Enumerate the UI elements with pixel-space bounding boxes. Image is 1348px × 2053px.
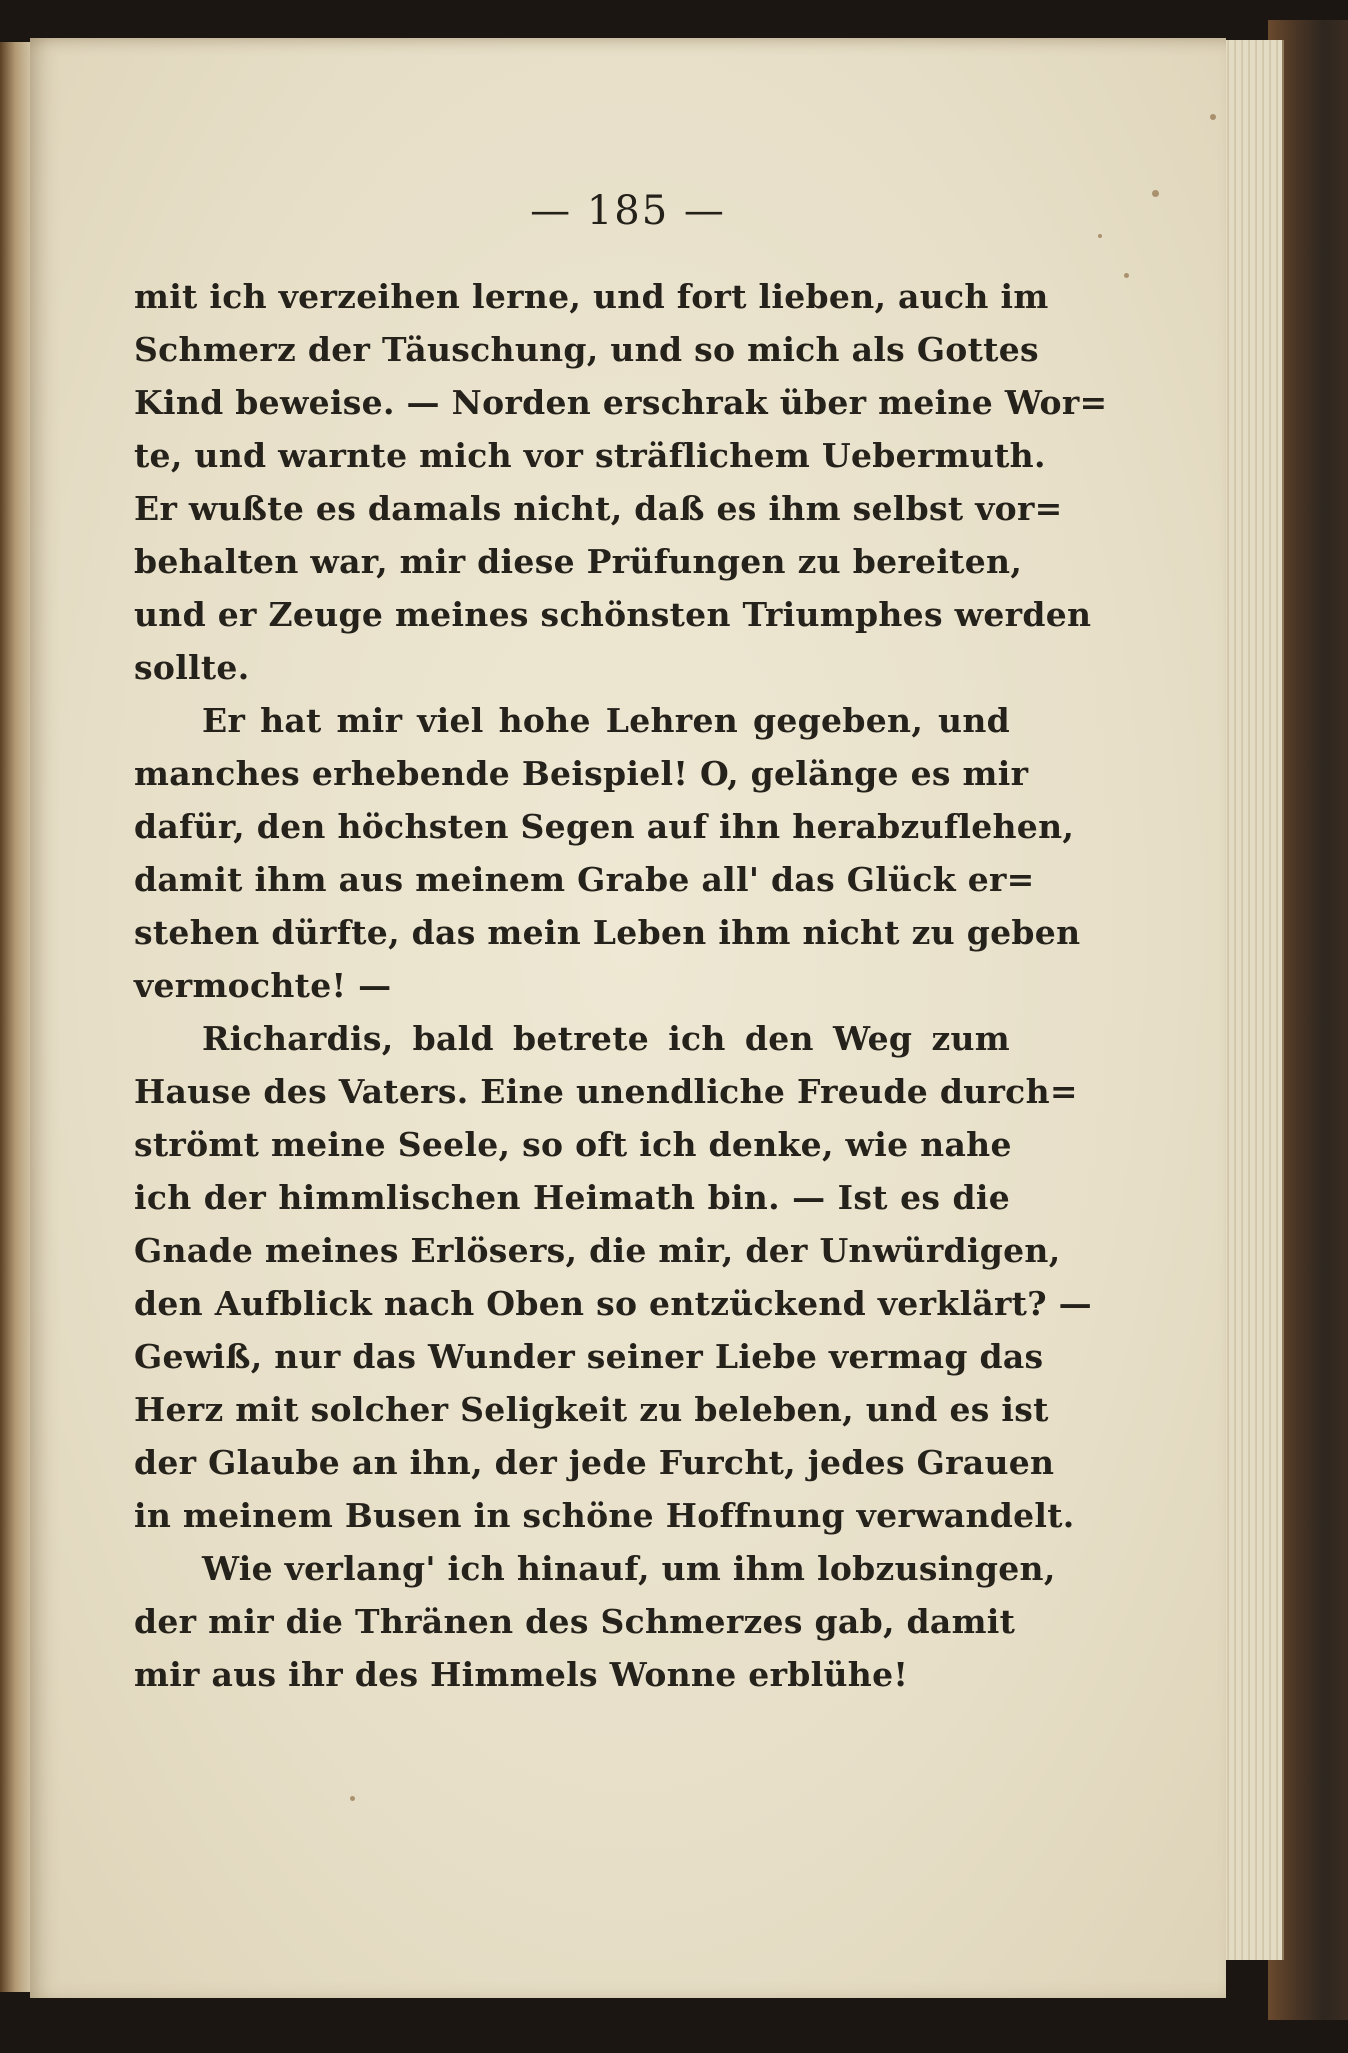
text-line: vermochte! — (134, 966, 392, 1005)
page-stack-edges (1222, 40, 1284, 1960)
book-page (30, 38, 1226, 1998)
text-line: sollte. (134, 648, 250, 687)
text-line: Gewiß, nur das Wunder seiner Liebe vermag das (134, 1337, 1044, 1376)
page-number: — 185 — (530, 188, 726, 234)
text-line: behalten war, mir diese Prüfungen zu bereiten, (134, 542, 1023, 581)
text-line: und er Zeuge meines schönsten Triumphes werden (134, 595, 1092, 634)
text-line: Wie verlang' ich hinauf, um ihm lobzusingen, (202, 1549, 1056, 1588)
text-line: mir aus ihr des Himmels Wonne erblühe! (134, 1655, 909, 1694)
text-line: Richardis, bald betrete ich den Weg zum (202, 1019, 1010, 1058)
text-line: der Glaube an ihn, der jede Furcht, jedes Grauen (134, 1443, 1055, 1482)
text-line: Kind beweise. — Norden erschrak über meine Wor= (134, 383, 1108, 422)
text-line: te, und warnte mich vor sträflichem Uebermuth. (134, 436, 1046, 475)
text-line: damit ihm aus meinem Grabe all' das Glück er= (134, 860, 1035, 899)
previous-page-edge (0, 42, 34, 1992)
text-line: dafür, den höchsten Segen auf ihn herabzuflehen, (134, 807, 1075, 846)
foxing-spot (1210, 114, 1216, 120)
text-line: Er hat mir viel hohe Lehren gegeben, und (202, 701, 1010, 740)
text-line: manches erhebende Beispiel! O, gelänge es mir (134, 754, 1029, 793)
body-text (134, 270, 1108, 1701)
text-line: Er wußte es damals nicht, daß es ihm selbst vor= (134, 489, 1063, 528)
text-line: mit ich verzeihen lerne, und fort lieben, auch im (134, 277, 1049, 316)
text-line: Herz mit solcher Seligkeit zu beleben, und es ist (134, 1390, 1049, 1429)
text-line: strömt meine Seele, so oft ich denke, wie nahe (134, 1125, 1012, 1164)
text-line: Schmerz der Täuschung, und so mich als Gottes (134, 330, 1039, 369)
text-line: Gnade meines Erlösers, die mir, der Unwürdigen, (134, 1231, 1061, 1270)
text-line: stehen dürfte, das mein Leben ihm nicht zu geben (134, 913, 1081, 952)
foxing-spot (350, 1796, 355, 1801)
text-line: ich der himmlischen Heimath bin. — Ist es die (134, 1178, 1010, 1217)
text-line: den Aufblick nach Oben so entzückend verklärt? — (134, 1284, 1092, 1323)
text-line: der mir die Thränen des Schmerzes gab, damit (134, 1602, 1016, 1641)
foxing-spot (1152, 190, 1159, 197)
text-line: in meinem Busen in schöne Hoffnung verwandelt. (134, 1496, 1075, 1535)
foxing-spot (1124, 273, 1129, 278)
foxing-spot (1098, 234, 1102, 238)
text-line: Hause des Vaters. Eine unendliche Freude durch= (134, 1072, 1078, 1111)
